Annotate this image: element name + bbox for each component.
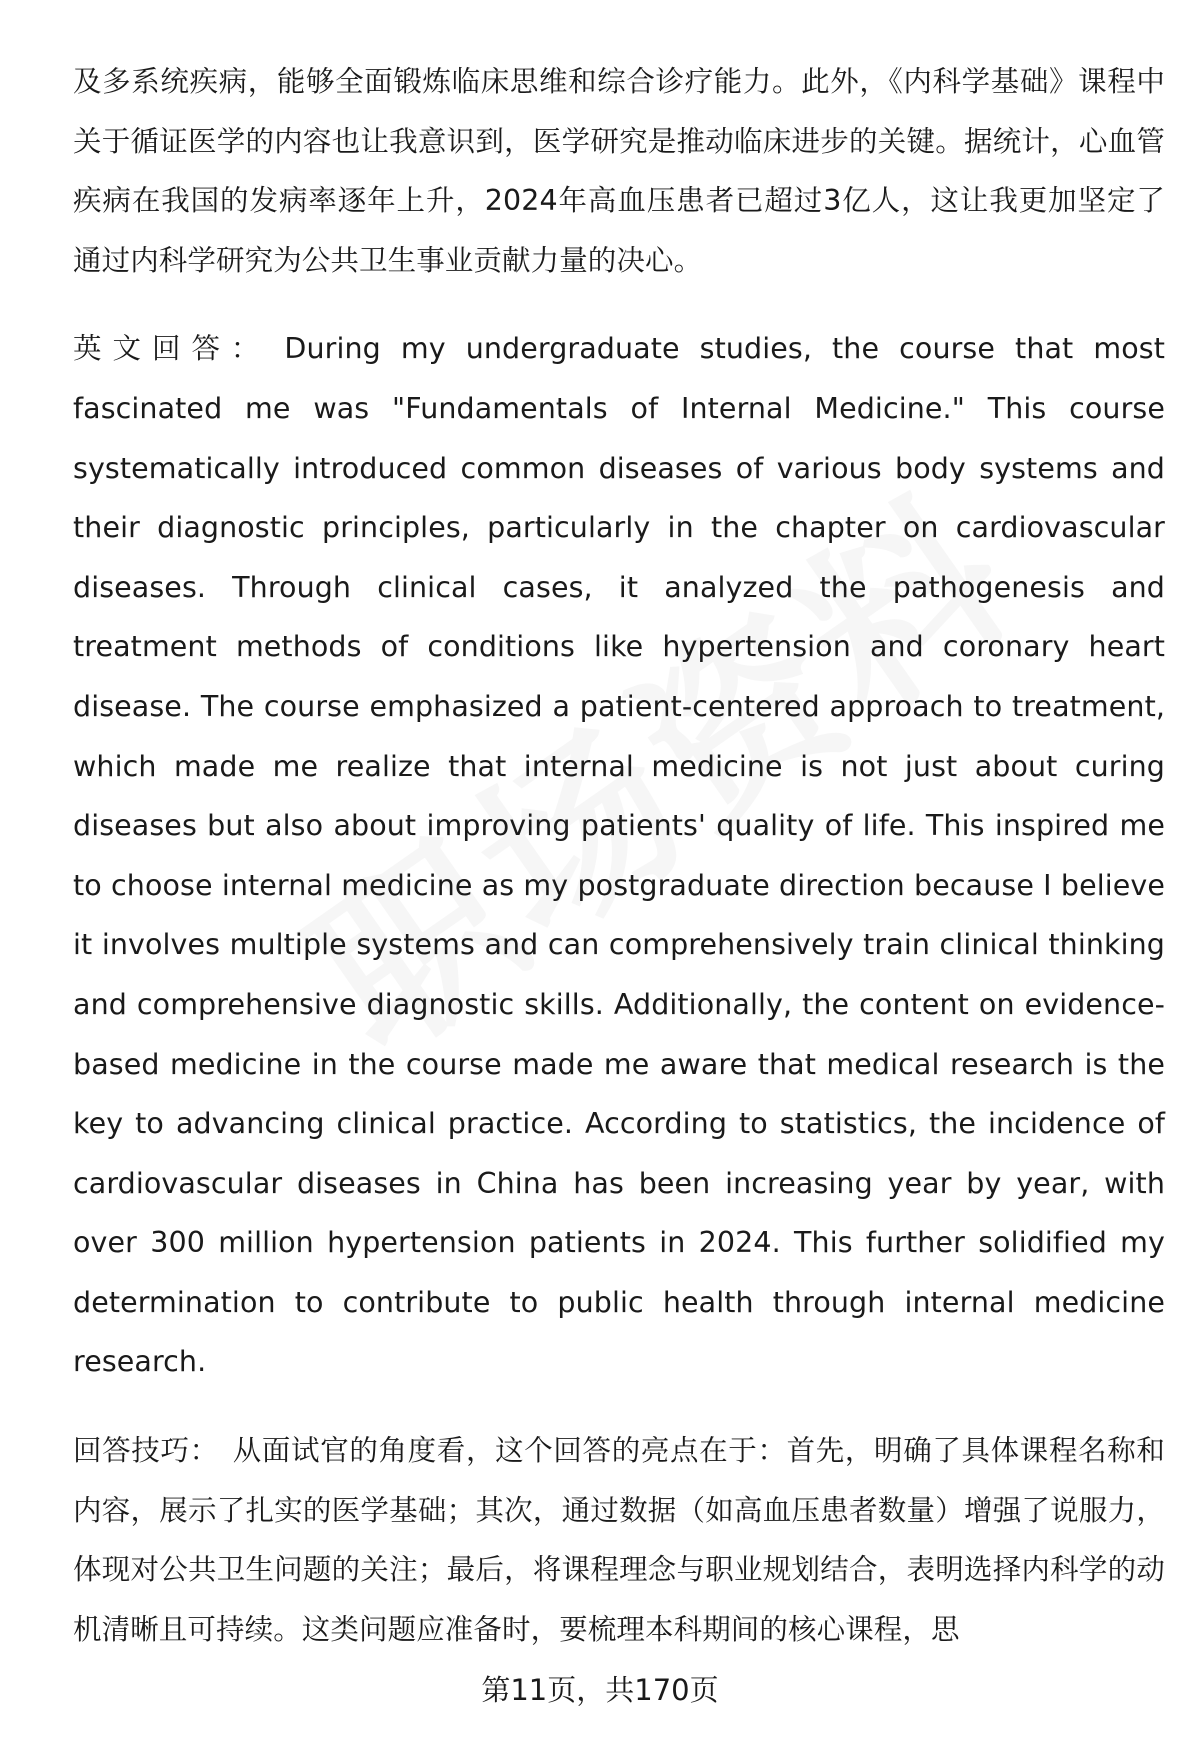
answer-tips-paragraph	[73, 1421, 1165, 1659]
english-answer-text: During my undergraduate studies, the course that most fascinated me was "Fundamentals of Internal Medicine." This course systematically introduced common diseases of various body systems and their diagnostic principles, particularly in the chapter on cardiovascular diseases. Through clinical cases, it analyzed the pathogenesis and treatment methods of conditions like hypertension and coronary heart disease. The course emphasized a patient-centered approach to treatment, which made me realize that internal medicine is not just about curing diseases but also about improving patients' quality of life. This inspired me to choose internal medicine as my postgraduate direction because I believe it involves multiple systems and can comprehensively train clinical thinking and comprehensive diagnostic skills. Additionally, the content on evidence-based medicine in the course made me aware that medical research is the key to advancing clinical practice. According to statistics, the incidence of cardiovascular diseases in China has been increasing year by year, with over 300 million hypertension patients in 2024. This further solidified my determination to contribute to public health through internal medicine research.	[73, 332, 1165, 1379]
paragraph-continuation: 及多系统疾病，能够全面锻炼临床思维和综合诊疗能力。此外，《内科学基础》课程中关于循证医学的内容也让我意识到，医学研究是推动临床进步的关键。据统计，心血管疾病在我国的发病率逐年上升，2024年高血压患者已超过3亿人，这让我更加坚定了通过内科学研究为公共卫生事业贡献力量的决心。	[73, 65, 1165, 277]
answer-tips-label: 回答技巧：	[73, 1434, 219, 1468]
page-number-footer: 第11页，共170页	[481, 1673, 719, 1707]
english-answer-label: 英文回答：	[73, 332, 271, 366]
document-body	[73, 52, 1165, 1659]
answer-tips-text: 从面试官的角度看，这个回答的亮点在于：首先，明确了具体课程名称和内容，展示了扎实的医学基础；其次，通过数据（如高血压患者数量）增强了说服力，体现对公共卫生问题的关注；最后，将课程理念与职业规划结合，表明选择内科学的动机清晰且可持续。这类问题应准备时，要梳理本科期间的核心课程，思	[73, 1434, 1165, 1646]
english-answer-paragraph	[73, 319, 1165, 1392]
